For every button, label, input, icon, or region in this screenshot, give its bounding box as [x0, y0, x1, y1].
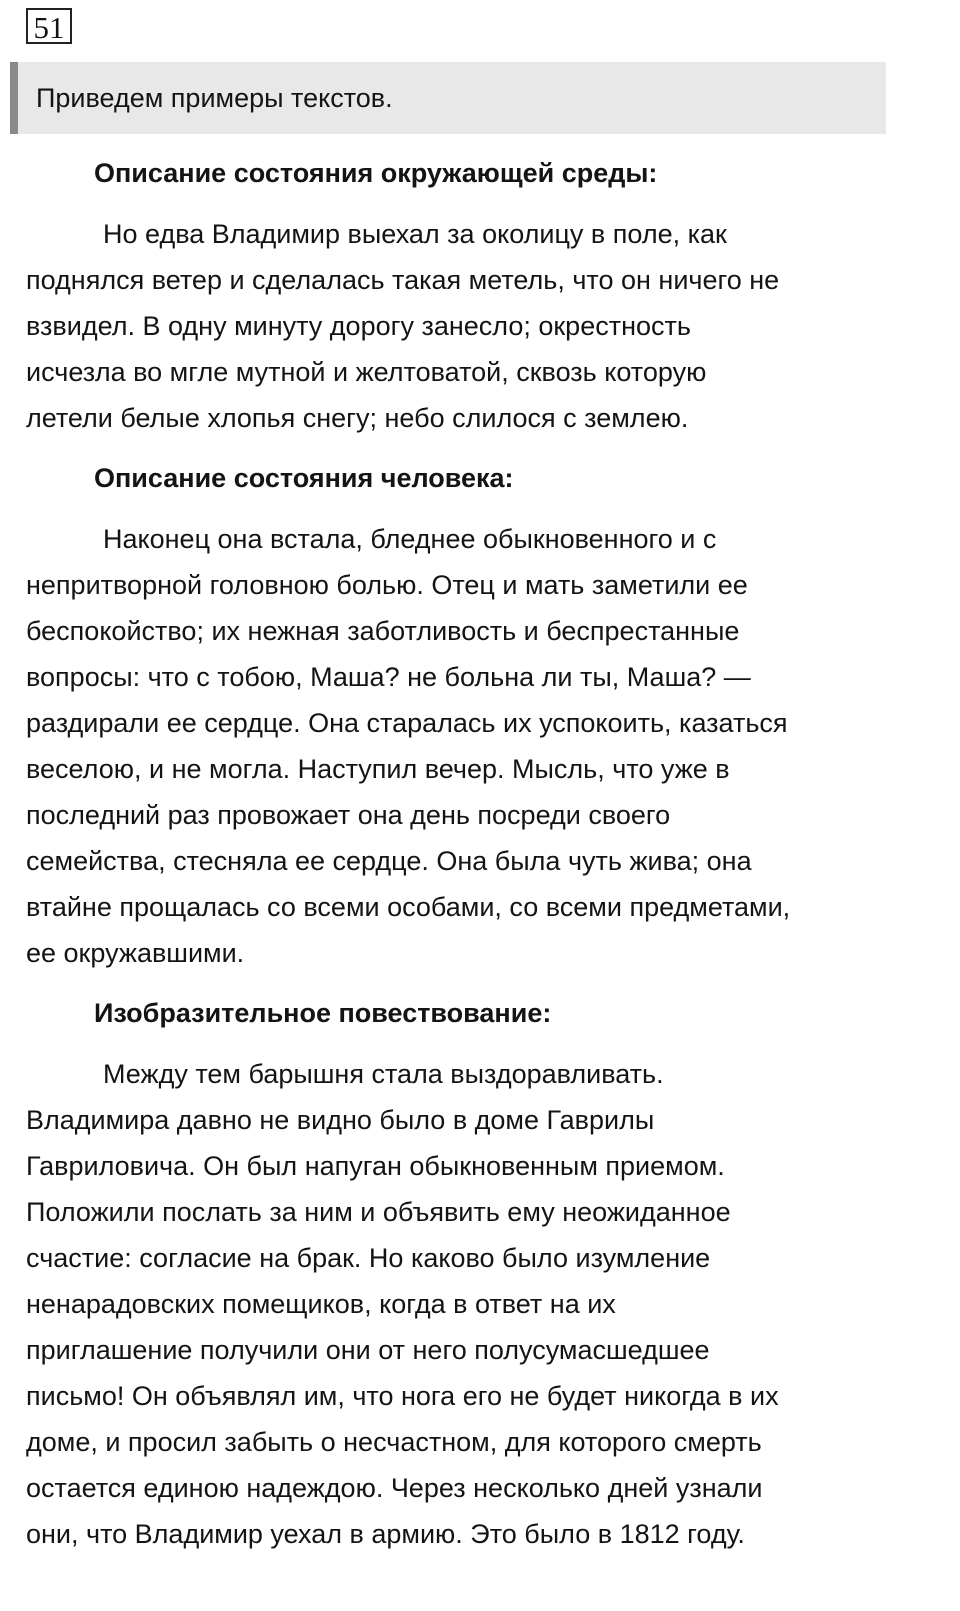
- text-line: Гавриловича. Он был напуган обыкновенным приемом.: [26, 1151, 725, 1181]
- text-line: веселою, и не могла. Наступил вечер. Мысль, что уже в: [26, 754, 730, 784]
- text-line: поднялся ветер и сделалась такая метель, что он ничего не: [26, 265, 780, 295]
- text-line: исчезла во мгле мутной и желтоватой, сквозь которую: [26, 357, 707, 387]
- text-line: ее окружавшими.: [26, 938, 245, 968]
- section-heading-narration: Изобразительное повествование:: [94, 998, 552, 1028]
- text-line: остается единою надеждою. Через несколько дней узнали: [26, 1473, 763, 1503]
- text-line: Между тем барышня стала выздоравливать.: [103, 1059, 664, 1089]
- text-line: летели белые хлопья снегу; небо слилося с землею.: [26, 403, 689, 433]
- intro-text: Приведем примеры текстов.: [36, 83, 393, 113]
- text-line: счастие: согласие на брак. Но каково было изумление: [26, 1243, 711, 1273]
- text-line: они, что Владимир уехал в армию. Это было в 1812 году.: [26, 1519, 745, 1549]
- section-heading-environment: Описание состояния окружающей среды:: [94, 158, 658, 188]
- text-line: Но едва Владимир выехал за околицу в поле, как: [103, 219, 727, 249]
- text-line: семейства, стесняла ее сердце. Она была чуть жива; она: [26, 846, 752, 876]
- text-line: беспокойство; их нежная заботливость и беспрестанные: [26, 616, 740, 646]
- section-heading-person: Описание состояния человека:: [94, 463, 514, 493]
- text-line: ненарадовских помещиков, когда в ответ на их: [26, 1289, 616, 1319]
- text-line: доме, и просил забыть о несчастном, для которого смерть: [26, 1427, 762, 1457]
- text-line: Наконец она встала, бледнее обыкновенного и с: [103, 524, 717, 554]
- text-line: раздирали ее сердце. Она старалась их успокоить, казаться: [26, 708, 788, 738]
- section-text-person: [26, 516, 926, 976]
- section-text-environment: [26, 211, 926, 441]
- text-line: непритворной головною болью. Отец и мать заметили ее: [26, 570, 748, 600]
- text-line: письмо! Он объявлял им, что нога его не будет никогда в их: [26, 1381, 779, 1411]
- text-line: взвидел. В одну минуту дорогу занесло; окрестность: [26, 311, 691, 341]
- section-text-narration: [26, 1051, 926, 1557]
- text-line: вопросы: что с тобою, Маша? не больна ли ты, Маша? —: [26, 662, 751, 692]
- text-line: последний раз провожает она день посреди своего: [26, 800, 671, 830]
- text-line: приглашение получили они от него полусумасшедшее: [26, 1335, 710, 1365]
- text-line: Владимира давно не видно было в доме Гаврилы: [26, 1105, 655, 1135]
- exercise-number: 51: [26, 8, 72, 44]
- text-line: втайне прощалась со всеми особами, со всеми предметами,: [26, 892, 791, 922]
- intro-banner: [10, 62, 886, 134]
- text-line: Положили послать за ним и объявить ему неожиданное: [26, 1197, 731, 1227]
